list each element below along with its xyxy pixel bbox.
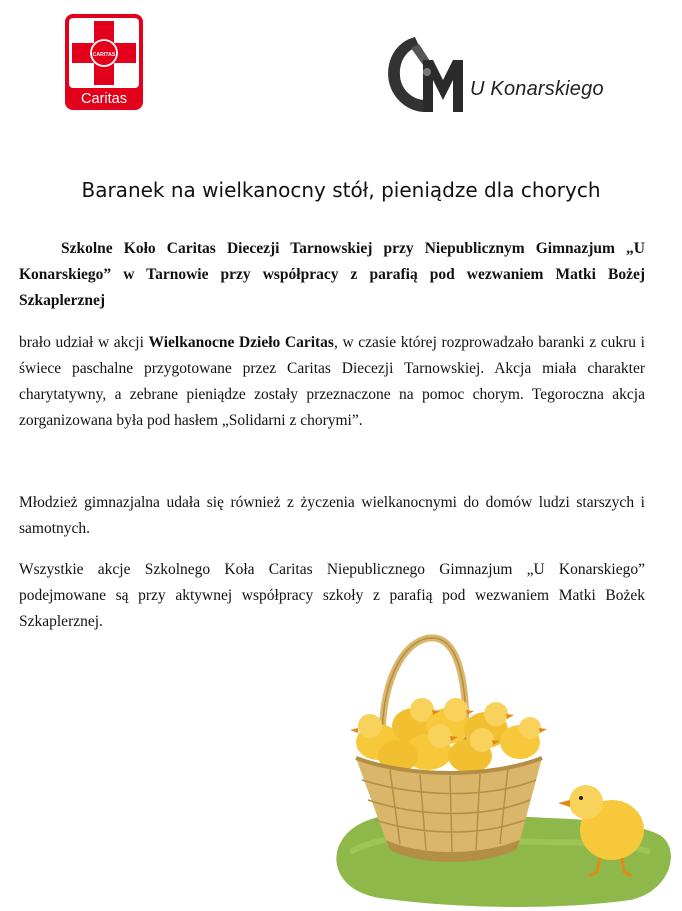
chicks-in-basket	[350, 698, 547, 773]
paragraph-action-part-2: , w czasie której rozprowadzało baranki z cukru i świece paschalne przygotowane przez Caritas Diecezji Tarnowskiej. Akcja miała charakter charytatywny, a zebrane pieniądze zostały przeznaczone na pomoc chorym. Tegoroczna akcja zorganizowana była pod hasłem „Solidarni z chorymi”.	[19, 334, 645, 429]
article-title: Baranek na wielkanocny stół, pieniądze dla chorych	[81, 178, 601, 202]
intro-paragraph: Szkolne Koło Caritas Diecezji Tarnowskiej przy Niepublicznym Gimnazjum „U Konarskiego” w Tarnowie przy współpracy z parafią pod wezwaniem Matki Bożej Szkaplerznej	[19, 240, 645, 309]
caritas-logo-text: Caritas	[81, 91, 127, 107]
action-name: Wielkanocne Dzieło Caritas	[148, 334, 334, 351]
school-logo	[385, 34, 635, 118]
school-logo-text: U Konarskiego	[470, 78, 604, 100]
caritas-logo	[64, 13, 144, 111]
paragraph-action	[19, 330, 645, 434]
paragraph-action-part-1: brało udział w akcji	[19, 334, 149, 351]
paragraph-cooperation: Wszystkie akcje Szkolnego Koła Caritas Niepublicznego Gimnazjum „U Konarskiego” podejmowane są przy aktywnej współpracy szkoły z parafią pod wezwaniem Matki Bożek Szkaplerznej.	[19, 561, 645, 630]
caritas-cross-text: CARITAS	[92, 52, 116, 58]
easter-basket-illustration	[330, 630, 682, 911]
paragraph-visits: Młodzież gimnazjalna udała się również z życzenia wielkanocnymi do domów ludzi starszych i samotnych.	[19, 494, 645, 537]
